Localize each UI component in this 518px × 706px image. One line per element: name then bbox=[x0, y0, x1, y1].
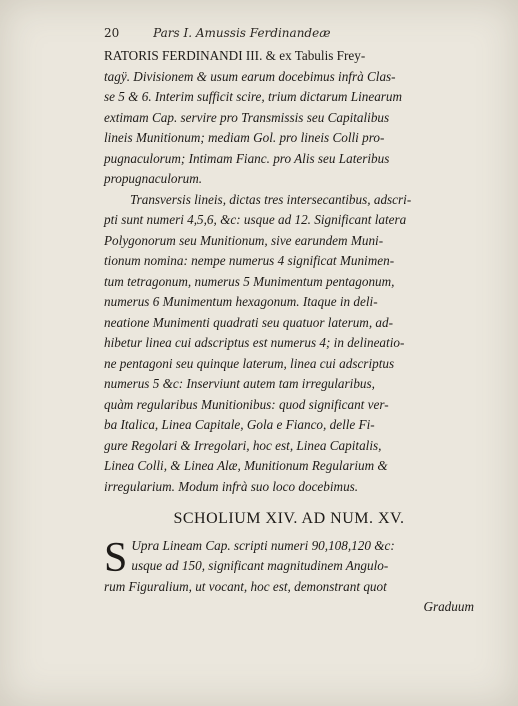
text-line: Upra Lineam Cap. scripti numeri 90,108,120 &c: bbox=[131, 537, 395, 553]
text-line: se 5 & 6. Interim sufficit scire, trium dictarum Linearum bbox=[104, 89, 403, 104]
text-line: extimam Cap. servire pro Transmissis seu Capitalibus bbox=[104, 109, 390, 125]
text-line: ba Italica, Linea Capitale, Gola e Fianco, delle Fi- bbox=[104, 417, 375, 432]
section-heading: SCHOLIUM XIV. AD NUM. XV. bbox=[173, 510, 405, 527]
text-line: RATORIS FERDINANDI III. & ex Tabulis Frey- bbox=[104, 48, 366, 63]
paragraph-2 bbox=[104, 190, 474, 498]
text-line: pugnaculorum; Intimam Fianc. pro Alis seu Lateribus bbox=[104, 150, 390, 166]
paragraph-3 bbox=[104, 536, 474, 618]
text-line: Polygonorum seu Munitionum, sive earundem Muni- bbox=[104, 232, 384, 248]
catchword: Graduum bbox=[423, 599, 474, 614]
text-line: propugnaculorum. bbox=[104, 171, 203, 186]
text-line: lineis Munitionum; mediam Gol. pro lineis Colli pro- bbox=[104, 130, 385, 145]
text-line: hibetur linea cui adscriptus est numerus 4; in delineatio- bbox=[104, 335, 405, 350]
paragraph-1 bbox=[104, 46, 474, 190]
page-number: 20 bbox=[104, 26, 120, 40]
text-line: quàm regularibus Munitionibus: quod significant ver- bbox=[104, 396, 389, 412]
body-text bbox=[104, 46, 474, 618]
text-line: numerus 6 Munimentum hexagonum. Itaque in deli- bbox=[104, 294, 378, 309]
text-line: usque ad 150, significant magnitudinem Angulo- bbox=[131, 558, 389, 573]
text-line: gure Regolari & Irregolari, hoc est, Linea Capitalis, bbox=[104, 437, 382, 453]
text-line: tagÿ. Divisionem & usum earum docebimus infrà Clas- bbox=[104, 68, 396, 84]
text-line: pti sunt numeri 4,5,6, &c: usque ad 12. Significant latera bbox=[104, 212, 407, 227]
text-line: irregularium. Modum infrà suo loco docebimus. bbox=[104, 478, 359, 494]
text-line: numerus 5 &c: Inserviunt autem tam irregularibus, bbox=[104, 376, 375, 391]
page-header bbox=[104, 26, 474, 40]
drop-cap: S bbox=[104, 534, 128, 581]
text-line: tum tetragonum, numerus 5 Munimentum pentagonum, bbox=[104, 273, 395, 289]
text-line: Linea Colli, & Linea Alæ, Munitionum Regularium & bbox=[104, 458, 388, 473]
text-line: neatione Munimenti quadrati seu quatuor laterum, ad- bbox=[104, 314, 393, 330]
text-line: ne pentagoni seu quinque laterum, linea cui adscriptus bbox=[104, 355, 395, 371]
text-line: tionum nomina: nempe numerus 4 significat Munimen- bbox=[104, 253, 395, 268]
running-title: Pars I. Amussis Ferdinandeæ bbox=[153, 26, 331, 40]
text-line: rum Figuralium, ut vocant, hoc est, demonstrant quot bbox=[104, 578, 387, 594]
text-line: Transversis lineis, dictas tres intersecantibus, adscri- bbox=[130, 191, 412, 207]
